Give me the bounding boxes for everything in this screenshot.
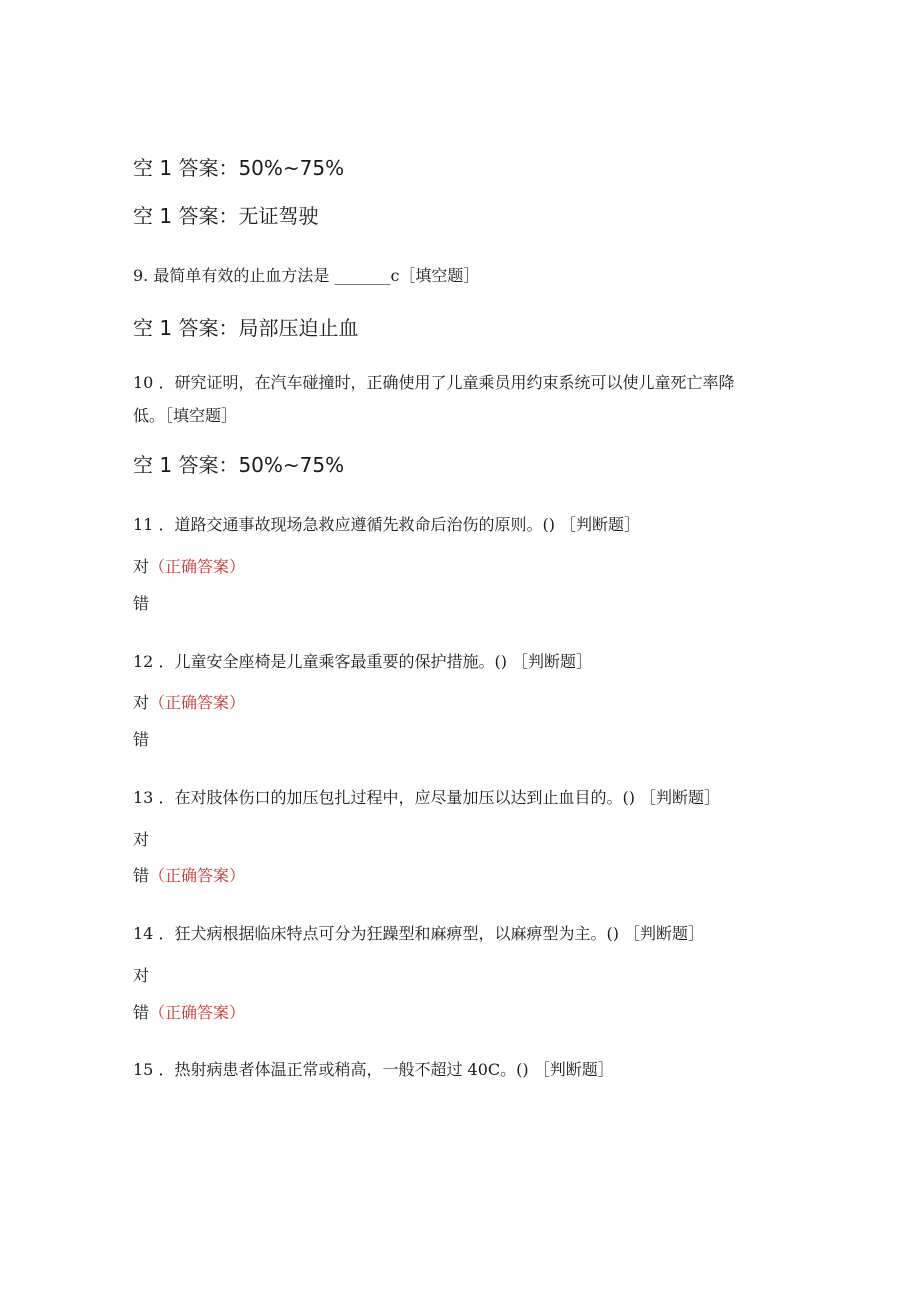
option-label: 错: [133, 866, 150, 885]
question-10-line-2: 低。［填空题］: [133, 406, 238, 425]
answer-line: 空 1 答案：局部压迫止血: [133, 316, 359, 340]
option-label: 对: [133, 693, 150, 712]
option-false[interactable]: [133, 863, 245, 886]
option-true[interactable]: [133, 554, 245, 577]
option-label: 错: [133, 1003, 150, 1022]
answer-line: 空 1 答案：50%~75%: [133, 156, 345, 180]
correct-answer-mark: （正确答案）: [149, 557, 246, 576]
option-label: 错: [133, 730, 150, 749]
option-label: 错: [133, 594, 150, 613]
answer-line: 空 1 答案：50%~75%: [133, 453, 345, 477]
option-true[interactable]: [133, 827, 149, 850]
option-true[interactable]: [133, 690, 245, 713]
option-label: 对: [133, 557, 150, 576]
option-false[interactable]: [133, 591, 149, 614]
answer-line: 空 1 答案：无证驾驶: [133, 204, 319, 228]
correct-answer-mark: （正确答案）: [149, 1003, 246, 1022]
question-14: 14 ．狂犬病根据临床特点可分为狂躁型和麻痹型，以麻痹型为主。() ［判断题］: [133, 924, 705, 943]
correct-answer-mark: （正确答案）: [149, 693, 246, 712]
question-15: 15 ．热射病患者体温正常或稍高，一般不超过 40C。() ［判断题］: [133, 1060, 614, 1079]
option-false[interactable]: [133, 1000, 245, 1023]
option-true[interactable]: [133, 963, 149, 986]
option-label: 对: [133, 966, 150, 985]
question-11: 11 ．道路交通事故现场急救应遵循先救命后治伤的原则。() ［判断题］: [133, 515, 641, 534]
question-13: 13 ．在对肢体伤口的加压包扎过程中，应尽量加压以达到止血目的。() ［判断题］: [133, 788, 721, 807]
question-12: 12 ．儿童安全座椅是儿童乘客最重要的保护措施。() ［判断题］: [133, 652, 593, 671]
correct-answer-mark: （正确答案）: [149, 866, 246, 885]
option-label: 对: [133, 830, 150, 849]
question-9: 9. 最简单有效的止血方法是 _______c［填空题］: [133, 266, 480, 285]
question-10-line-1: 10 ．研究证明，在汽车碰撞时，正确使用了儿童乘员用约束系统可以使儿童死亡率降: [133, 373, 735, 392]
option-false[interactable]: [133, 727, 149, 750]
